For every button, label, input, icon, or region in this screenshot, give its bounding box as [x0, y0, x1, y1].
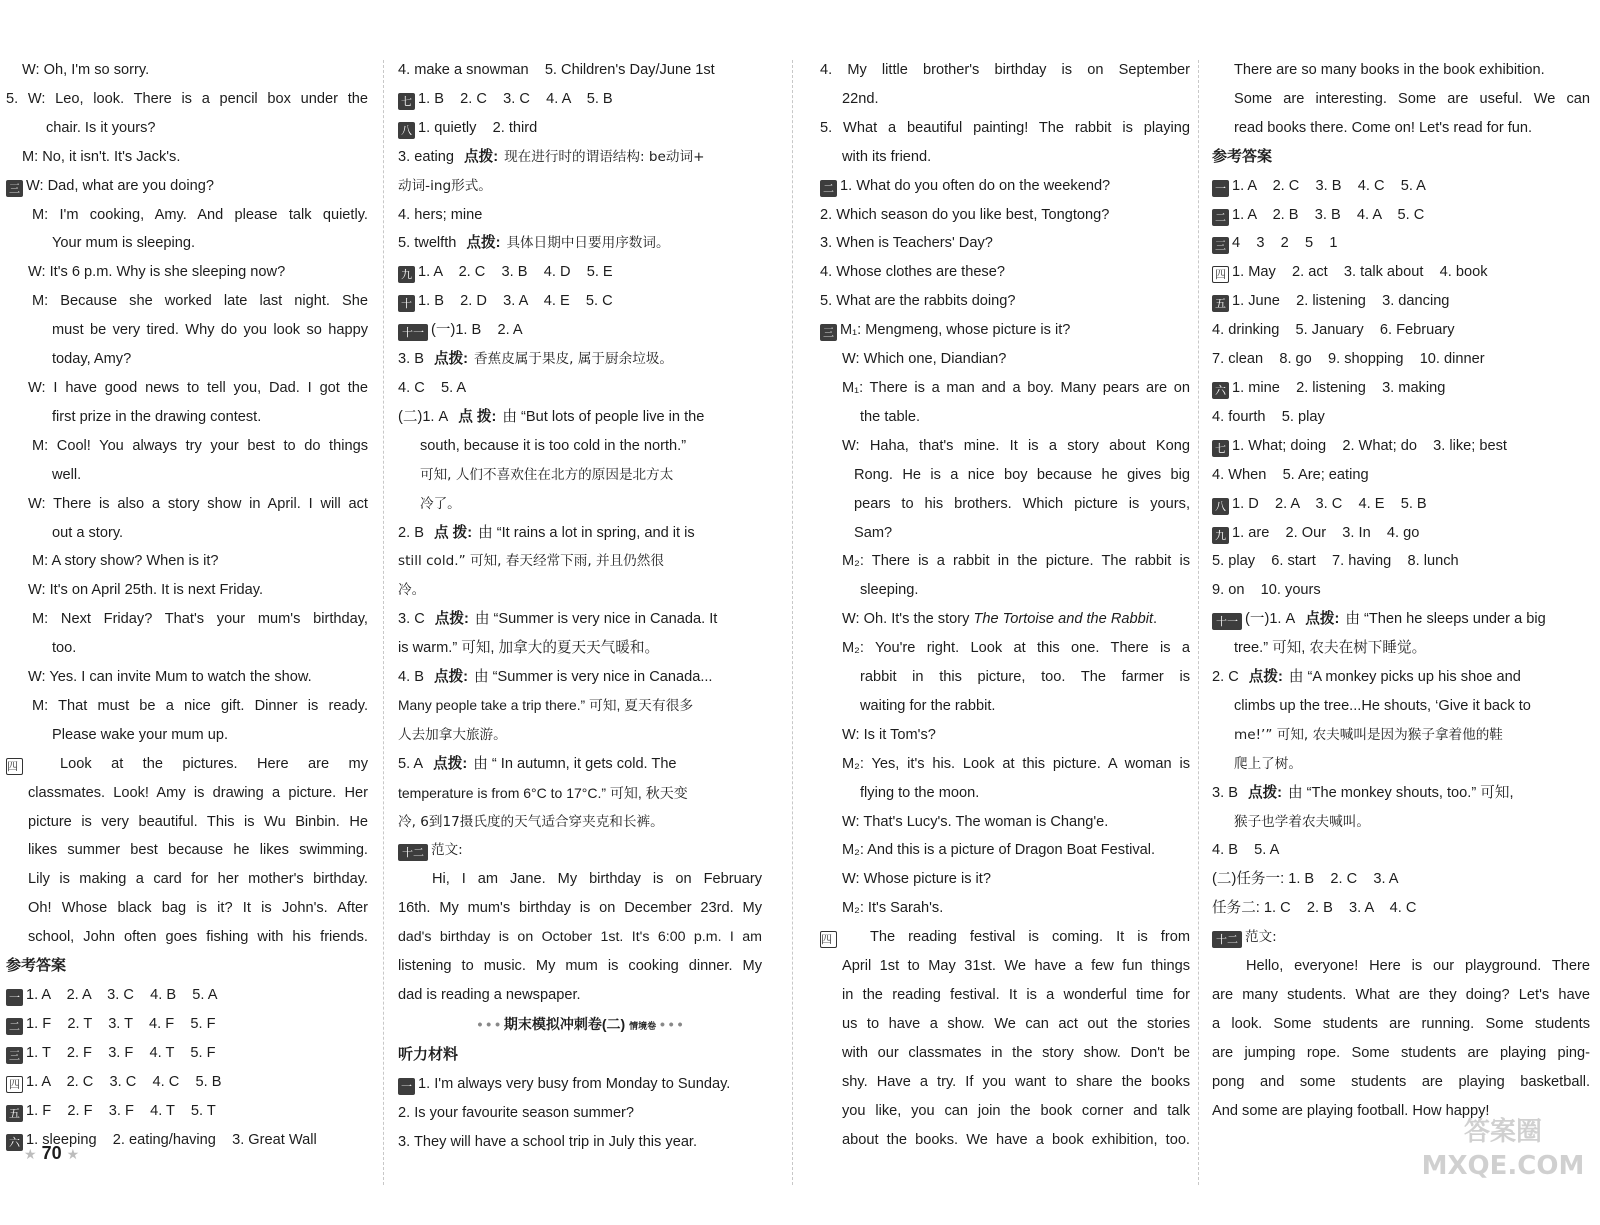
answer-line: 4. When 5. Are; eating — [1212, 466, 1369, 483]
answer-line: 2. C 点拨: 由 “A monkey picks up his shoe and — [1212, 669, 1521, 686]
passage-line: April 1st to May 31st. We have a few fun things — [842, 958, 1190, 975]
essay-line: are many students. What are they doing? Let's have — [1212, 987, 1590, 1003]
passage-line: There are so many books in the book exhibition. — [1234, 62, 1545, 78]
dialog-line: first prize in the drawing contest. — [52, 408, 262, 425]
passage-line: read books there. Come on! Let's read for fun. — [1234, 119, 1533, 136]
answer-line: 爬上了树。 — [1234, 755, 1302, 772]
answer-line: climbs up the tree...He shouts, ‘Give it back to — [1234, 697, 1531, 714]
answer-line: 四 1. A 2. C 3. C 4. C 5. B — [6, 1068, 368, 1097]
script-line: with its friend. — [842, 148, 932, 165]
dialog-line: Your mum is sleeping. — [52, 235, 196, 252]
passage-line: picture is very beautiful. This is Wu Binbin. He — [28, 813, 368, 830]
answer-line: is warm.” 可知, 加拿大的夏天天气暖和。 — [398, 640, 660, 657]
answer-line: 八 1. quietly 2. third — [398, 114, 762, 143]
passage-line: Some are interesting. Some are useful. We can — [1234, 90, 1590, 107]
dialog-line: W: Oh, I'm so sorry. — [22, 62, 150, 78]
dialog-line: rabbit in this picture, too. The farmer is — [860, 669, 1190, 686]
answer-line: 三 4 3 2 5 1 — [1212, 229, 1590, 258]
essay-line: dad's birthday is on October 1st. It's 6:00 p.m. I am — [398, 929, 762, 946]
column-2 — [398, 56, 762, 1195]
answer-line: 十二 范文: — [1212, 923, 1590, 952]
answer-line: 十一 (一)1. A 点拨: 由 “Then he sleeps under a big — [1212, 605, 1590, 634]
dialog-line: waiting for the rabbit. — [860, 697, 996, 714]
script-line: 5. What are the rabbits doing? — [820, 293, 1016, 310]
column-divider — [383, 60, 384, 1185]
script-line: 22nd. — [842, 90, 879, 107]
dialog-line: W: Which one, Diandian? — [842, 351, 1007, 368]
dialog-line: W: That's Lucy's. The woman is Chang'e. — [842, 813, 1109, 830]
dialog-line: W: Haha, that's mine. It is a story about Kong — [842, 437, 1190, 454]
section-badge: 四 — [6, 758, 23, 775]
answer-line: 4. make a snowman 5. Children's Day/June 1st — [398, 62, 715, 78]
answer-line: 2. B 点 拨: 由 “It rains a lot in spring, and it is — [398, 524, 695, 541]
answer-line: 4. C 5. A — [398, 379, 467, 396]
star-icon: ★ — [66, 1146, 80, 1162]
dialog-line: M: I'm cooking, Amy. And please talk quietly. — [32, 206, 368, 223]
answer-line: 5. A 点拨: 由 “ In autumn, it gets cold. The — [398, 755, 677, 772]
passage-line: us to have a show. We can act out the stories — [842, 1015, 1190, 1032]
passage-line: shy. Have a try. If you want to share the books — [842, 1073, 1190, 1090]
passage-line: school, John often goes fishing with his friends. — [28, 929, 368, 946]
dialog-line: M: No, it isn't. It's Jack's. — [22, 148, 181, 165]
answer-line: 可知, 人们不喜欢住在北方的原因是北方太 — [420, 466, 674, 483]
dialog-line: W: Oh. It's the story The Tortoise and the Rabbit. — [842, 611, 1158, 628]
dialog-line: M: Next Friday? That's your mum's birthday, — [32, 611, 368, 628]
answer-line: 八 1. D 2. A 3. C 4. E 5. B — [1212, 490, 1590, 519]
answer-line: 三 1. T 2. F 3. F 4. T 5. F — [6, 1039, 368, 1068]
dialog-line: must be very tired. Why do you look so happy — [52, 322, 368, 339]
passage-line: 四 The reading festival is coming. It is from — [821, 929, 1190, 947]
dialog-line: pears to his brothers. Which picture is yours, — [854, 495, 1190, 512]
dialog-line: M₁: There is a man and a boy. Many pears are on — [842, 379, 1190, 396]
page-number: ★ 70 ★ — [24, 1143, 80, 1163]
answer-line: Many people take a trip there.” 可知, 夏天有很多 — [398, 697, 694, 713]
answer-line: tree.” 可知, 农夫在树下睡觉。 — [1234, 640, 1427, 657]
answer-line: 六 1. mine 2. listening 3. making — [1212, 374, 1590, 403]
answer-line: (二)1. A 点 拨: 由 “But lots of people live in the — [398, 408, 705, 425]
answer-line: 五 1. June 2. listening 3. dancing — [1212, 287, 1590, 316]
answer-line: 动词-ing形式。 — [398, 177, 492, 194]
answer-line: 七 1. What; doing 2. What; do 3. like; best — [1212, 432, 1590, 461]
answer-line: 九 1. A 2. C 3. B 4. D 5. E — [398, 258, 762, 287]
answer-line: 5. play 6. start 7. having 8. lunch — [1212, 553, 1459, 570]
answer-line: 3. C 点拨: 由 “Summer is very nice in Canada. It — [398, 611, 718, 628]
passage-line: with our classmates in the story show. Don't be — [842, 1044, 1190, 1061]
answer-line: 猴子也学着农夫喊叫。 — [1234, 813, 1370, 830]
essay-line: listening to music. My mum is cooking dinner. My — [398, 958, 762, 975]
essay-line: a look. Some students are running. Some students — [1212, 1015, 1590, 1032]
dialog-line: M₂: And this is a picture of Dragon Boat Festival. — [842, 842, 1156, 859]
column-4 — [1212, 56, 1590, 1195]
dialog-line: Rong. He is a nice boy because he gives big — [854, 466, 1190, 483]
section-title: • • • 期末模拟冲刺卷(二) 情境卷 • • • — [477, 1015, 683, 1032]
answer-line: 4. fourth 5. play — [1212, 408, 1325, 425]
answer-line: (二)任务一: 1. B 2. C 3. A — [1212, 871, 1399, 888]
answer-line: 十二 范文: — [398, 836, 762, 865]
column-divider — [1198, 60, 1199, 1185]
answer-line: 冷, 6到17摄氏度的天气适合穿夹克和长裤。 — [398, 813, 664, 830]
dialog-line: W: It's on April 25th. It is next Friday. — [28, 582, 264, 599]
answer-line: 3. eating 点拨: 现在进行时的谓语结构: be动词+ — [398, 148, 705, 165]
answer-line: 5. twelfth 点拨: 具体日期中日要用序数词。 — [398, 235, 670, 252]
answer-line: 冷。 — [398, 582, 426, 599]
dialog-line: M₂: There is a rabbit in the picture. The rabbit is — [842, 553, 1190, 570]
essay-line: dad is reading a newspaper. — [398, 987, 581, 1003]
passage-line: in the reading festival. It is a wonderful time for — [842, 987, 1190, 1003]
answers-heading: 参考答案 — [6, 957, 67, 975]
answer-line: 五 1. F 2. F 3. F 4. T 5. T — [6, 1097, 368, 1126]
script-line: 2. Which season do you like best, Tongtong? — [820, 206, 1110, 223]
essay-line: are jumping rope. Some students are playing ping- — [1212, 1044, 1590, 1061]
dialog-line: flying to the moon. — [860, 784, 980, 801]
passage-line: likes summer best because he likes swimming. — [28, 842, 368, 859]
passage-line: Oh! Whose black bag is it? It is John's. After — [28, 900, 368, 917]
essay-line: Hello, everyone! Here is our playground. There — [1246, 958, 1590, 975]
answer-line: 9. on 10. yours — [1212, 582, 1321, 599]
dialog-line: 三 M₁: Mengmeng, whose picture is it? — [820, 316, 1190, 345]
answer-line: 二 1. F 2. T 3. T 4. F 5. F — [6, 1010, 368, 1039]
answer-line: still cold.” 可知, 春天经常下雨, 并且仍然很 — [398, 553, 664, 570]
listening-heading: 听力材料 — [398, 1045, 459, 1063]
dialog-line: M: That must be a nice gift. Dinner is ready. — [32, 697, 368, 714]
star-icon: ★ — [24, 1146, 37, 1162]
answer-line: 一 1. A 2. C 3. B 4. C 5. A — [1212, 172, 1590, 201]
answer-line: 4. drinking 5. January 6. February — [1212, 322, 1455, 339]
dialog-line: W: Whose picture is it? — [842, 871, 991, 888]
answer-line: 四 1. May 2. act 3. talk about 4. book — [1212, 258, 1590, 287]
answer-line: 3. B 点拨: 香蕉皮属于果皮, 属于厨余垃圾。 — [398, 351, 673, 368]
script-line: 2. Is your favourite season summer? — [398, 1104, 635, 1121]
dialog-line: today, Amy? — [52, 351, 132, 368]
answer-line: temperature is from 6°C to 17°C.” 可知, 秋天变 — [398, 784, 688, 801]
dialog-line: M₂: It's Sarah's. — [842, 900, 944, 917]
answer-line: 4. B 点拨: 由 “Summer is very nice in Canada... — [398, 669, 713, 686]
answer-line: 一 1. A 2. A 3. C 4. B 5. A — [6, 981, 368, 1010]
dialog-line: Please wake your mum up. — [52, 726, 229, 743]
dialog-line: M: A story show? When is it? — [32, 553, 219, 570]
answer-line: 3. B 点拨: 由 “The monkey shouts, too.” 可知, — [1212, 784, 1514, 801]
dialog-line: M₂: Yes, it's his. Look at this picture. A woman is — [842, 755, 1190, 772]
section-badge: 三 — [6, 180, 23, 197]
dialog-line: M: Cool! You always try your best to do things — [32, 437, 368, 454]
answer-line: 冷了。 — [420, 495, 461, 512]
script-line: 3. They will have a school trip in July this year. — [398, 1133, 698, 1150]
answer-line: 七 1. B 2. C 3. C 4. A 5. B — [398, 85, 762, 114]
answer-line: 4. B 5. A — [1212, 842, 1280, 859]
dialog-line: M₂: You're right. Look at this one. There is a — [842, 640, 1190, 657]
answer-line: 九 1. are 2. Our 3. In 4. go — [1212, 519, 1590, 548]
dialog-line: 5. W: Leo, look. There is a pencil box under the — [6, 90, 368, 107]
passage-line: 四 Look at the pictures. Here are my — [7, 755, 368, 773]
dialog-line: W: It's 6 p.m. Why is she sleeping now? — [28, 264, 286, 281]
dialog-line: chair. Is it yours? — [46, 119, 156, 136]
answer-line: 二 1. A 2. B 3. B 4. A 5. C — [1212, 201, 1590, 230]
answer-line: 7. clean 8. go 9. shopping 10. dinner — [1212, 351, 1485, 368]
dialog-line: W: There is also a story show in April. I will act — [28, 495, 368, 512]
answers-heading: 参考答案 — [1212, 147, 1273, 165]
script-line: 二 1. What do you often do on the weekend? — [820, 172, 1190, 201]
passage-line: Lily is making a card for her mother's birthday. — [28, 871, 368, 888]
answer-line: 人去加拿大旅游。 — [398, 726, 507, 743]
essay-line: And some are playing football. How happy! — [1212, 1102, 1490, 1119]
dialog-line: well. — [52, 466, 82, 483]
column-divider — [792, 60, 793, 1185]
dialog-line: too. — [52, 640, 77, 657]
dialog-line: the table. — [860, 408, 921, 425]
answer-line: 4. hers; mine — [398, 206, 483, 223]
essay-line: Hi, I am Jane. My birthday is on February — [432, 871, 762, 888]
answer-line: 十一 (一)1. B 2. A — [398, 316, 762, 345]
essay-line: pong and some students are playing basketball. — [1212, 1073, 1590, 1090]
watermark-logo: 答案圈 MXQE.COM — [1421, 1117, 1585, 1181]
answer-line: 任务二: 1. C 2. B 3. A 4. C — [1212, 900, 1417, 917]
dialog-line: Sam? — [854, 524, 893, 541]
column-1 — [6, 56, 368, 1195]
dialog-line: out a story. — [52, 524, 124, 541]
script-line: 3. When is Teachers' Day? — [820, 235, 993, 252]
script-line: 一 1. I'm always very busy from Monday to Sunday. — [398, 1070, 762, 1099]
answer-line: 六 1. sleeping 2. eating/having 3. Great Wall — [6, 1126, 368, 1155]
script-line: 4. Whose clothes are these? — [820, 264, 1005, 281]
column-3 — [820, 56, 1190, 1195]
script-line: 5. What a beautiful painting! The rabbit is playing — [820, 119, 1190, 136]
answer-line: south, because it is too cold in the north.” — [420, 437, 687, 454]
dialog-line: 三 W: Dad, what are you doing? — [6, 172, 368, 201]
dialog-line: W: Is it Tom's? — [842, 726, 936, 743]
essay-line: 16th. My mum's birthday is on December 23rd. My — [398, 900, 762, 917]
passage-line: classmates. Look! Amy is drawing a picture. Her — [28, 784, 368, 801]
script-line: 4. My little brother's birthday is on September — [820, 62, 1190, 78]
passage-line: you like, you can join the book corner and talk — [842, 1102, 1190, 1119]
dialog-line: W: Yes. I can invite Mum to watch the show. — [28, 669, 312, 686]
answer-line: 十 1. B 2. D 3. A 4. E 5. C — [398, 287, 762, 316]
dialog-line: sleeping. — [860, 582, 919, 599]
answer-line: me!’” 可知, 农夫喊叫是因为猴子拿着他的鞋 — [1234, 726, 1503, 743]
dialog-line: M: Because she worked late last night. She — [32, 293, 368, 310]
dialog-line: W: I have good news to tell you, Dad. I got the — [28, 379, 368, 396]
passage-line: about the books. We have a book exhibition, too. — [842, 1131, 1190, 1148]
